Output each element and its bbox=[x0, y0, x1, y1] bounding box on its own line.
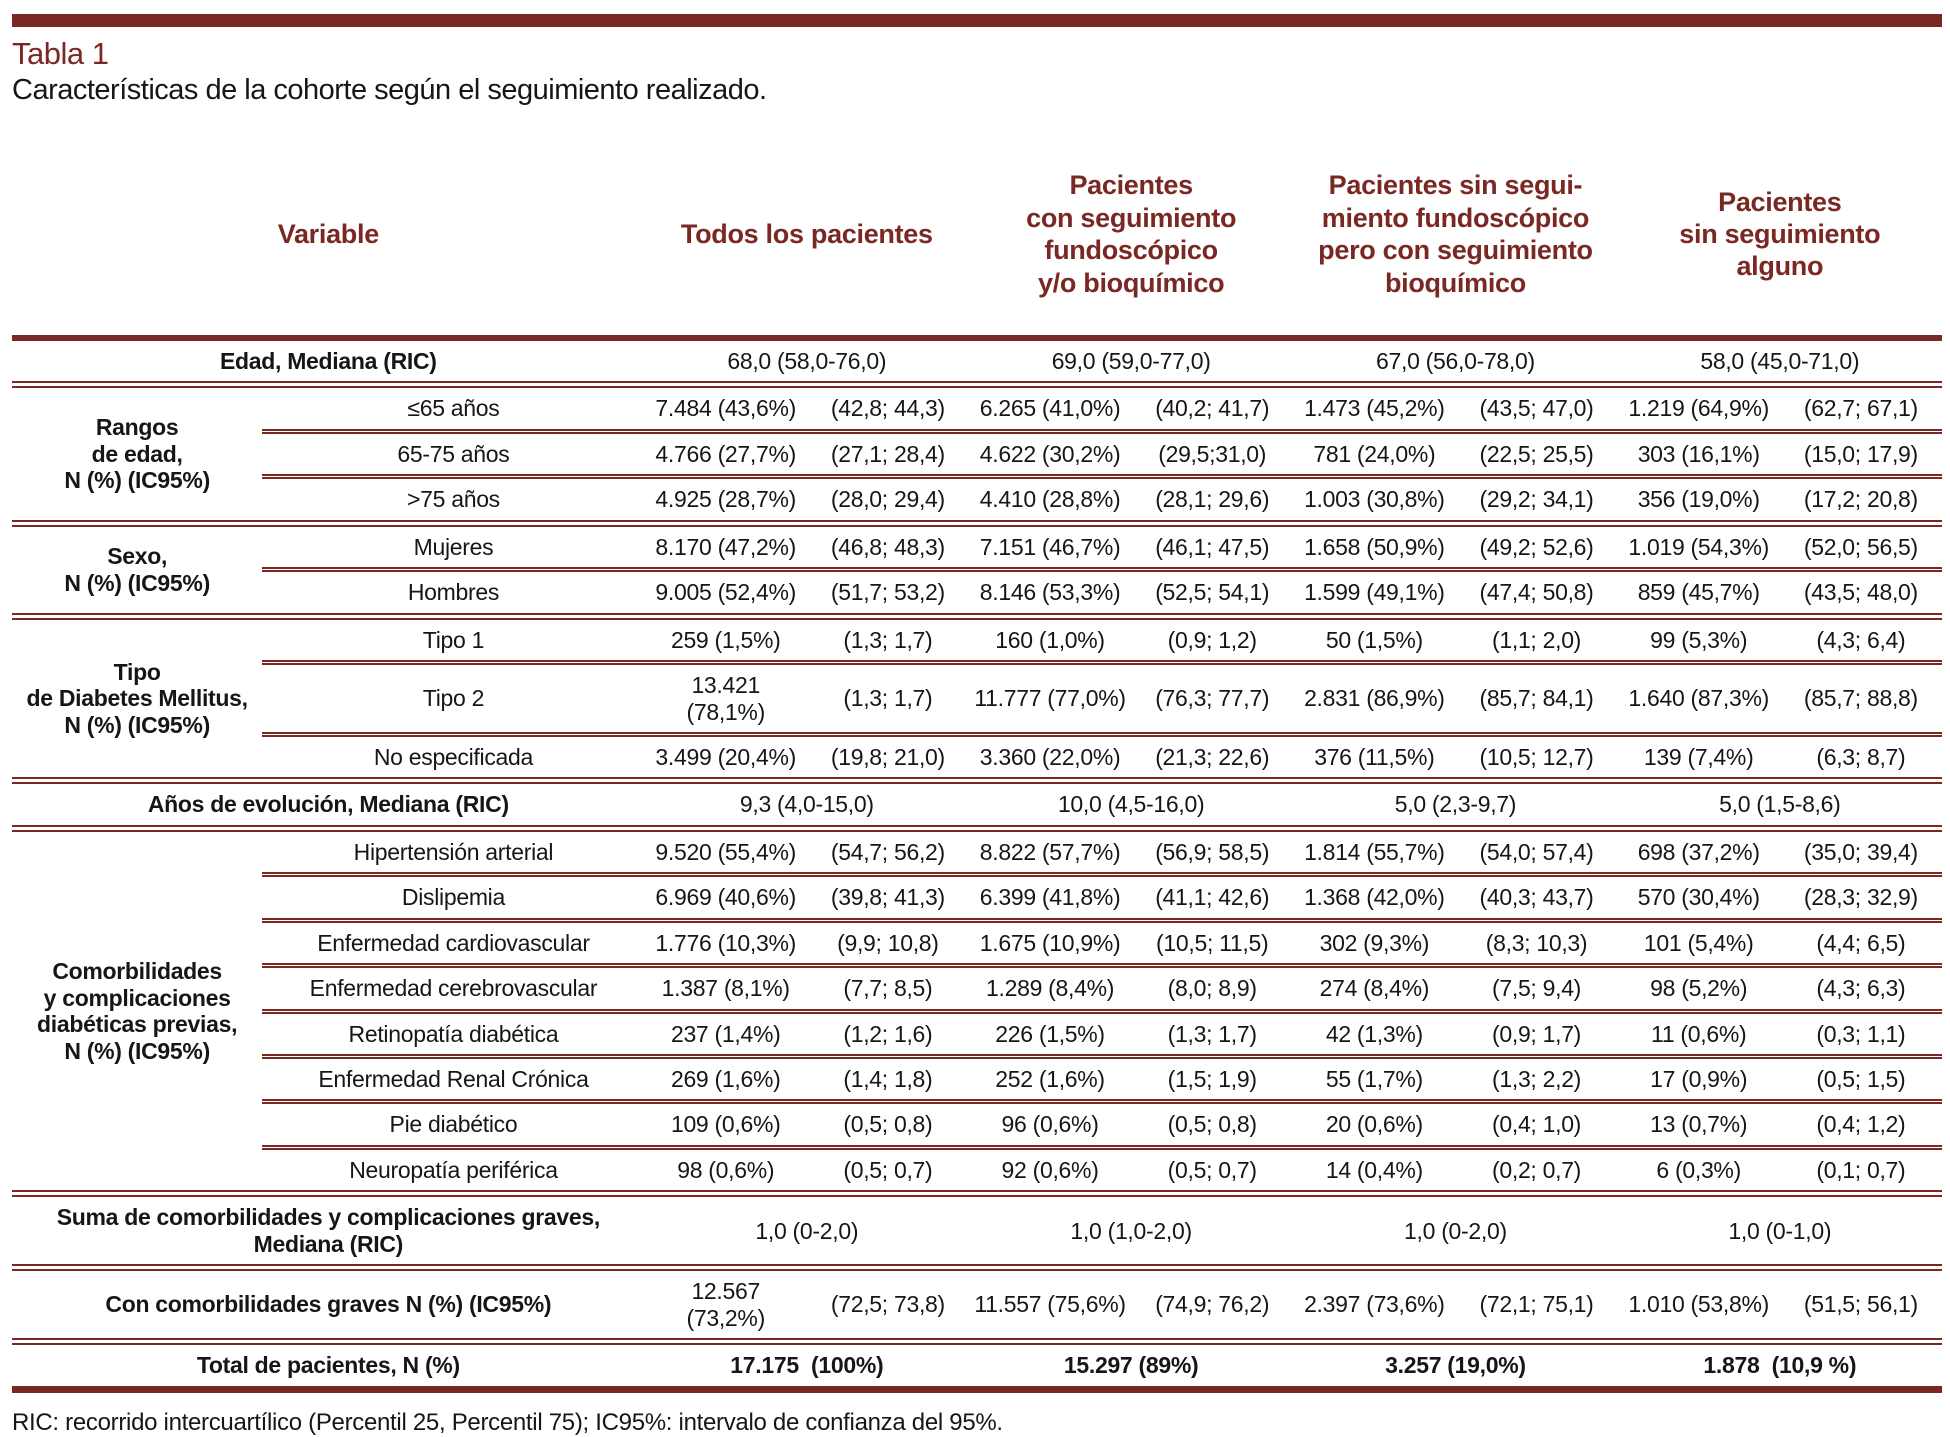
ci-cell: (0,4; 1,2) bbox=[1780, 1102, 1942, 1147]
table-subtitle: Características de la cohorte según el seguimiento realizado. bbox=[12, 73, 767, 106]
value-cell: 15.297 (89%) bbox=[969, 1342, 1293, 1389]
ci-cell: (51,7; 53,2) bbox=[807, 570, 969, 616]
subcategory-label: Dislipemia bbox=[262, 875, 644, 920]
subcategory-label: Neuropatía periférica bbox=[262, 1147, 644, 1193]
value-cell: 1.289 (8,4%) bbox=[969, 966, 1131, 1011]
value-cell: 226 (1,5%) bbox=[969, 1011, 1131, 1056]
ci-cell: (74,9; 76,2) bbox=[1131, 1268, 1293, 1342]
value-cell: 9.005 (52,4%) bbox=[645, 570, 807, 616]
ci-cell: (35,0; 39,4) bbox=[1780, 828, 1942, 874]
value-cell: 12.567 (73,2%) bbox=[645, 1268, 807, 1342]
value-cell: 1.010 (53,8%) bbox=[1618, 1268, 1780, 1342]
table-row bbox=[12, 1011, 1942, 1056]
ci-cell: (28,0; 29,4) bbox=[807, 477, 969, 523]
value-cell: 13 (0,7%) bbox=[1618, 1102, 1780, 1147]
value-cell: 1.814 (55,7%) bbox=[1293, 828, 1455, 874]
value-cell: 4.622 (30,2%) bbox=[969, 431, 1131, 476]
ci-cell: (47,4; 50,8) bbox=[1455, 570, 1617, 616]
ci-cell: (6,3; 8,7) bbox=[1780, 734, 1942, 780]
table-row bbox=[12, 1268, 1942, 1342]
table-row bbox=[12, 1102, 1942, 1147]
ci-cell: (8,0; 8,9) bbox=[1131, 966, 1293, 1011]
ci-cell: (21,3; 22,6) bbox=[1131, 734, 1293, 780]
value-cell: 1,0 (0-1,0) bbox=[1618, 1194, 1942, 1268]
row-group-label: Rangos de edad, N (%) (IC95%) bbox=[12, 385, 262, 523]
ci-cell: (54,0; 57,4) bbox=[1455, 828, 1617, 874]
header-row bbox=[12, 107, 1942, 338]
value-cell: 17.175 (100%) bbox=[645, 1342, 969, 1389]
table-row bbox=[12, 1342, 1942, 1389]
value-cell: 50 (1,5%) bbox=[1293, 616, 1455, 662]
subcategory-label: Retinopatía diabética bbox=[262, 1011, 644, 1056]
ci-cell: (85,7; 88,8) bbox=[1780, 663, 1942, 735]
value-cell: 781 (24,0%) bbox=[1293, 431, 1455, 476]
row-label: Años de evolución, Mediana (RIC) bbox=[12, 781, 645, 828]
characteristics-table bbox=[12, 107, 1942, 1392]
column-header-variable: Variable bbox=[12, 107, 645, 338]
ci-cell: (52,5; 54,1) bbox=[1131, 570, 1293, 616]
value-cell: 8.170 (47,2%) bbox=[645, 523, 807, 569]
value-cell: 259 (1,5%) bbox=[645, 616, 807, 662]
ci-cell: (4,4; 6,5) bbox=[1780, 920, 1942, 965]
column-header-sin-seguimiento-fundoscopico: Pacientes sin segui- miento fundoscópico pero con seguimiento bioquímico bbox=[1293, 107, 1617, 338]
value-cell: 1.599 (49,1%) bbox=[1293, 570, 1455, 616]
table-row bbox=[12, 781, 1942, 828]
value-cell: 58,0 (45,0-71,0) bbox=[1618, 338, 1942, 385]
value-cell: 698 (37,2%) bbox=[1618, 828, 1780, 874]
ci-cell: (27,1; 28,4) bbox=[807, 431, 969, 476]
value-cell: 4.925 (28,7%) bbox=[645, 477, 807, 523]
table-row bbox=[12, 1147, 1942, 1193]
value-cell: 237 (1,4%) bbox=[645, 1011, 807, 1056]
ci-cell: (76,3; 77,7) bbox=[1131, 663, 1293, 735]
ci-cell: (0,9; 1,7) bbox=[1455, 1011, 1617, 1056]
value-cell: 3.499 (20,4%) bbox=[645, 734, 807, 780]
value-cell: 252 (1,6%) bbox=[969, 1057, 1131, 1102]
subcategory-label: >75 años bbox=[262, 477, 644, 523]
subcategory-label: Enfermedad cardiovascular bbox=[262, 920, 644, 965]
ci-cell: (4,3; 6,4) bbox=[1780, 616, 1942, 662]
row-label: Suma de comorbilidades y complicaciones graves, Mediana (RIC) bbox=[12, 1194, 645, 1268]
value-cell: 42 (1,3%) bbox=[1293, 1011, 1455, 1056]
ci-cell: (19,8; 21,0) bbox=[807, 734, 969, 780]
value-cell: 269 (1,6%) bbox=[645, 1057, 807, 1102]
ci-cell: (46,8; 48,3) bbox=[807, 523, 969, 569]
table-row bbox=[12, 570, 1942, 616]
row-group-label: Tipo de Diabetes Mellitus, N (%) (IC95%) bbox=[12, 616, 262, 781]
value-cell: 96 (0,6%) bbox=[969, 1102, 1131, 1147]
ci-cell: (0,1; 0,7) bbox=[1780, 1147, 1942, 1193]
value-cell: 8.146 (53,3%) bbox=[969, 570, 1131, 616]
ci-cell: (10,5; 11,5) bbox=[1131, 920, 1293, 965]
ci-cell: (28,1; 29,6) bbox=[1131, 477, 1293, 523]
row-group-label: Sexo, N (%) (IC95%) bbox=[12, 523, 262, 616]
row-label: Edad, Mediana (RIC) bbox=[12, 338, 645, 385]
ci-cell: (62,7; 67,1) bbox=[1780, 385, 1942, 431]
ci-cell: (8,3; 10,3) bbox=[1455, 920, 1617, 965]
value-cell: 570 (30,4%) bbox=[1618, 875, 1780, 920]
ci-cell: (1,4; 1,8) bbox=[807, 1057, 969, 1102]
ci-cell: (10,5; 12,7) bbox=[1455, 734, 1617, 780]
ci-cell: (51,5; 56,1) bbox=[1780, 1268, 1942, 1342]
value-cell: 2.397 (73,6%) bbox=[1293, 1268, 1455, 1342]
value-cell: 5,0 (1,5-8,6) bbox=[1618, 781, 1942, 828]
ci-cell: (17,2; 20,8) bbox=[1780, 477, 1942, 523]
value-cell: 160 (1,0%) bbox=[969, 616, 1131, 662]
ci-cell: (7,5; 9,4) bbox=[1455, 966, 1617, 1011]
subcategory-label: ≤65 años bbox=[262, 385, 644, 431]
table-row bbox=[12, 385, 1942, 431]
ci-cell: (40,2; 41,7) bbox=[1131, 385, 1293, 431]
ci-cell: (72,1; 75,1) bbox=[1455, 1268, 1617, 1342]
value-cell: 1.003 (30,8%) bbox=[1293, 477, 1455, 523]
subcategory-label: No especificada bbox=[262, 734, 644, 780]
value-cell: 98 (0,6%) bbox=[645, 1147, 807, 1193]
subcategory-label: Pie diabético bbox=[262, 1102, 644, 1147]
value-cell: 11.777 (77,0%) bbox=[969, 663, 1131, 735]
value-cell: 6.399 (41,8%) bbox=[969, 875, 1131, 920]
value-cell: 55 (1,7%) bbox=[1293, 1057, 1455, 1102]
value-cell: 92 (0,6%) bbox=[969, 1147, 1131, 1193]
ci-cell: (1,5; 1,9) bbox=[1131, 1057, 1293, 1102]
table-row bbox=[12, 338, 1942, 385]
value-cell: 1,0 (1,0-2,0) bbox=[969, 1194, 1293, 1268]
value-cell: 376 (11,5%) bbox=[1293, 734, 1455, 780]
row-group-label: Comorbilidades y complicaciones diabéticas previas, N (%) (IC95%) bbox=[12, 828, 262, 1194]
ci-cell: (72,5; 73,8) bbox=[807, 1268, 969, 1342]
value-cell: 5,0 (2,3-9,7) bbox=[1293, 781, 1617, 828]
table-row bbox=[12, 828, 1942, 874]
ci-cell: (0,5; 0,7) bbox=[807, 1147, 969, 1193]
value-cell: 6.265 (41,0%) bbox=[969, 385, 1131, 431]
value-cell: 139 (7,4%) bbox=[1618, 734, 1780, 780]
ci-cell: (41,1; 42,6) bbox=[1131, 875, 1293, 920]
value-cell: 69,0 (59,0-77,0) bbox=[969, 338, 1293, 385]
subcategory-label: Hipertensión arterial bbox=[262, 828, 644, 874]
value-cell: 13.421 (78,1%) bbox=[645, 663, 807, 735]
ci-cell: (1,3; 1,7) bbox=[807, 616, 969, 662]
ci-cell: (29,5;31,0) bbox=[1131, 431, 1293, 476]
table-row bbox=[12, 734, 1942, 780]
ci-cell: (0,5; 0,8) bbox=[807, 1102, 969, 1147]
value-cell: 274 (8,4%) bbox=[1293, 966, 1455, 1011]
ci-cell: (28,3; 32,9) bbox=[1780, 875, 1942, 920]
value-cell: 14 (0,4%) bbox=[1293, 1147, 1455, 1193]
value-cell: 9,3 (4,0-15,0) bbox=[645, 781, 969, 828]
table-row bbox=[12, 616, 1942, 662]
value-cell: 1.473 (45,2%) bbox=[1293, 385, 1455, 431]
value-cell: 67,0 (56,0-78,0) bbox=[1293, 338, 1617, 385]
footnote: RIC: recorrido intercuartílico (Percentil 25, Percentil 75); IC95%: intervalo de confianza del 95%. bbox=[12, 1408, 1003, 1436]
table-row bbox=[12, 663, 1942, 735]
page-title: Tabla 1 bbox=[12, 36, 109, 71]
ci-cell: (52,0; 56,5) bbox=[1780, 523, 1942, 569]
table-row bbox=[12, 966, 1942, 1011]
value-cell: 20 (0,6%) bbox=[1293, 1102, 1455, 1147]
table-row bbox=[12, 875, 1942, 920]
subcategory-label: Hombres bbox=[262, 570, 644, 616]
ci-cell: (1,2; 1,6) bbox=[807, 1011, 969, 1056]
column-header-sin-seguimiento-alguno: Pacientes sin seguimiento alguno bbox=[1618, 107, 1942, 338]
value-cell: 1.878 (10,9 %) bbox=[1618, 1342, 1942, 1389]
table-row bbox=[12, 477, 1942, 523]
ci-cell: (9,9; 10,8) bbox=[807, 920, 969, 965]
subcategory-label: Tipo 1 bbox=[262, 616, 644, 662]
value-cell: 1.368 (42,0%) bbox=[1293, 875, 1455, 920]
ci-cell: (56,9; 58,5) bbox=[1131, 828, 1293, 874]
value-cell: 1.640 (87,3%) bbox=[1618, 663, 1780, 735]
value-cell: 356 (19,0%) bbox=[1618, 477, 1780, 523]
value-cell: 109 (0,6%) bbox=[645, 1102, 807, 1147]
subcategory-label: Tipo 2 bbox=[262, 663, 644, 735]
ci-cell: (54,7; 56,2) bbox=[807, 828, 969, 874]
value-cell: 6.969 (40,6%) bbox=[645, 875, 807, 920]
value-cell: 1.776 (10,3%) bbox=[645, 920, 807, 965]
ci-cell: (0,5; 0,8) bbox=[1131, 1102, 1293, 1147]
value-cell: 9.520 (55,4%) bbox=[645, 828, 807, 874]
ci-cell: (46,1; 47,5) bbox=[1131, 523, 1293, 569]
subcategory-label: Enfermedad cerebrovascular bbox=[262, 966, 644, 1011]
ci-cell: (1,3; 1,7) bbox=[1131, 1011, 1293, 1056]
subcategory-label: Enfermedad Renal Crónica bbox=[262, 1057, 644, 1102]
ci-cell: (1,3; 1,7) bbox=[807, 663, 969, 735]
value-cell: 7.484 (43,6%) bbox=[645, 385, 807, 431]
ci-cell: (7,7; 8,5) bbox=[807, 966, 969, 1011]
value-cell: 11.557 (75,6%) bbox=[969, 1268, 1131, 1342]
ci-cell: (22,5; 25,5) bbox=[1455, 431, 1617, 476]
value-cell: 303 (16,1%) bbox=[1618, 431, 1780, 476]
ci-cell: (42,8; 44,3) bbox=[807, 385, 969, 431]
ci-cell: (4,3; 6,3) bbox=[1780, 966, 1942, 1011]
value-cell: 98 (5,2%) bbox=[1618, 966, 1780, 1011]
subcategory-label: 65-75 años bbox=[262, 431, 644, 476]
subcategory-label: Mujeres bbox=[262, 523, 644, 569]
ci-cell: (0,5; 0,7) bbox=[1131, 1147, 1293, 1193]
ci-cell: (1,1; 2,0) bbox=[1455, 616, 1617, 662]
value-cell: 7.151 (46,7%) bbox=[969, 523, 1131, 569]
value-cell: 1.387 (8,1%) bbox=[645, 966, 807, 1011]
value-cell: 1,0 (0-2,0) bbox=[1293, 1194, 1617, 1268]
ci-cell: (0,3; 1,1) bbox=[1780, 1011, 1942, 1056]
column-header-con-seguimiento: Pacientes con seguimiento fundoscópico y/o bioquímico bbox=[969, 107, 1293, 338]
value-cell: 3.360 (22,0%) bbox=[969, 734, 1131, 780]
ci-cell: (85,7; 84,1) bbox=[1455, 663, 1617, 735]
value-cell: 11 (0,6%) bbox=[1618, 1011, 1780, 1056]
ci-cell: (0,9; 1,2) bbox=[1131, 616, 1293, 662]
ci-cell: (1,3; 2,2) bbox=[1455, 1057, 1617, 1102]
ci-cell: (39,8; 41,3) bbox=[807, 875, 969, 920]
value-cell: 4.410 (28,8%) bbox=[969, 477, 1131, 523]
value-cell: 10,0 (4,5-16,0) bbox=[969, 781, 1293, 828]
value-cell: 1,0 (0-2,0) bbox=[645, 1194, 969, 1268]
accent-top-bar bbox=[12, 14, 1942, 27]
ci-cell: (15,0; 17,9) bbox=[1780, 431, 1942, 476]
value-cell: 6 (0,3%) bbox=[1618, 1147, 1780, 1193]
value-cell: 3.257 (19,0%) bbox=[1293, 1342, 1617, 1389]
value-cell: 8.822 (57,7%) bbox=[969, 828, 1131, 874]
ci-cell: (0,2; 0,7) bbox=[1455, 1147, 1617, 1193]
value-cell: 1.019 (54,3%) bbox=[1618, 523, 1780, 569]
value-cell: 2.831 (86,9%) bbox=[1293, 663, 1455, 735]
value-cell: 302 (9,3%) bbox=[1293, 920, 1455, 965]
row-label: Total de pacientes, N (%) bbox=[12, 1342, 645, 1389]
value-cell: 101 (5,4%) bbox=[1618, 920, 1780, 965]
value-cell: 99 (5,3%) bbox=[1618, 616, 1780, 662]
value-cell: 1.219 (64,9%) bbox=[1618, 385, 1780, 431]
ci-cell: (43,5; 47,0) bbox=[1455, 385, 1617, 431]
value-cell: 68,0 (58,0-76,0) bbox=[645, 338, 969, 385]
value-cell: 4.766 (27,7%) bbox=[645, 431, 807, 476]
row-label: Con comorbilidades graves N (%) (IC95%) bbox=[12, 1268, 645, 1342]
value-cell: 1.675 (10,9%) bbox=[969, 920, 1131, 965]
ci-cell: (0,4; 1,0) bbox=[1455, 1102, 1617, 1147]
column-header-todos: Todos los pacientes bbox=[645, 107, 969, 338]
table-row bbox=[12, 431, 1942, 476]
value-cell: 1.658 (50,9%) bbox=[1293, 523, 1455, 569]
ci-cell: (49,2; 52,6) bbox=[1455, 523, 1617, 569]
value-cell: 17 (0,9%) bbox=[1618, 1057, 1780, 1102]
table-row bbox=[12, 920, 1942, 965]
ci-cell: (0,5; 1,5) bbox=[1780, 1057, 1942, 1102]
table-row bbox=[12, 1194, 1942, 1268]
table-row bbox=[12, 523, 1942, 569]
ci-cell: (40,3; 43,7) bbox=[1455, 875, 1617, 920]
value-cell: 859 (45,7%) bbox=[1618, 570, 1780, 616]
table-row bbox=[12, 1057, 1942, 1102]
ci-cell: (29,2; 34,1) bbox=[1455, 477, 1617, 523]
ci-cell: (43,5; 48,0) bbox=[1780, 570, 1942, 616]
